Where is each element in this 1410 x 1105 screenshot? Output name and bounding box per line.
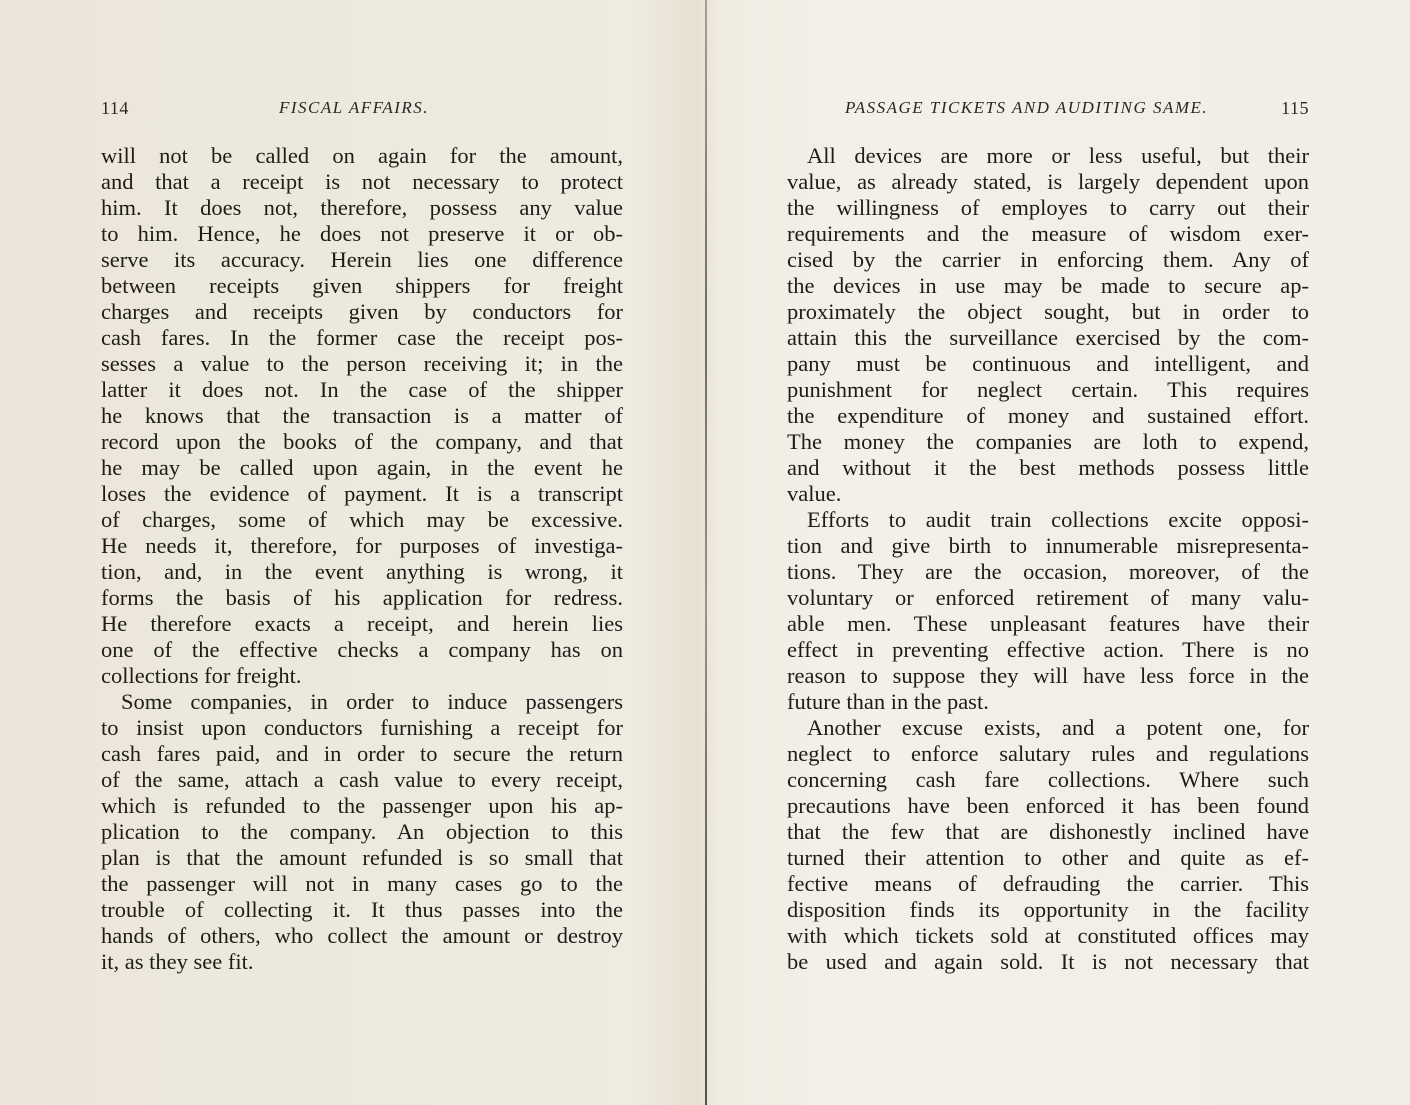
left-page-number: 114 [101,98,129,118]
text-line: cash fares. In the former case the receipt pos- [101,325,623,350]
text-line: to insist upon conductors furnishing a receipt for [101,715,623,740]
text-line: future than in the past. [787,689,989,714]
text-line: trouble of collecting it. It thus passes into the [101,897,623,922]
text-line: value. [787,481,842,506]
text-line: concerning cash fare collections. Where such [787,767,1309,792]
text-line: record upon the books of the company, and that [101,429,623,454]
text-line: the willingness of employes to carry out their [787,195,1309,220]
text-line: neglect to enforce salutary rules and regulations [787,741,1309,766]
text-line: Another excuse exists, and a potent one, for [807,715,1309,740]
text-line: tion and give birth to innumerable misrepresenta- [787,533,1309,558]
text-line: serve its accuracy. Herein lies one difference [101,247,623,272]
right-running-head: PASSAGE TICKETS AND AUDITING SAME. [845,98,1209,117]
text-line: turned their attention to other and quite as ef- [787,845,1309,870]
text-line: one of the effective checks a company has on [101,637,623,662]
text-line: loses the evidence of payment. It is a transcript [101,481,623,506]
text-line: punishment for neglect certain. This requires [787,377,1309,402]
text-line: latter it does not. In the case of the shipper [101,377,623,402]
text-line: value, as already stated, is largely dependent upon [787,169,1309,194]
text-line: be used and again sold. It is not necessary that [787,949,1309,974]
text-line: which is refunded to the passenger upon his ap- [101,793,623,818]
text-line: The money the companies are loth to expend, [787,429,1309,454]
text-line: He needs it, therefore, for purposes of investiga- [101,533,623,558]
text-line: cash fares paid, and in order to secure the return [101,741,623,766]
right-page [707,0,1410,1105]
right-page-body-text [787,143,1309,975]
text-line: between receipts given shippers for freight [101,273,623,298]
text-line: him. It does not, therefore, possess any value [101,195,623,220]
left-page-header [101,98,623,124]
text-line: fective means of defrauding the carrier. This [787,871,1309,896]
text-line: effect in preventing effective action. There is no [787,637,1309,662]
text-line: of charges, some of which may be excessive. [101,507,623,532]
text-line: precautions have been enforced it has been found [787,793,1309,818]
text-line: proximately the object sought, but in order to [787,299,1309,324]
right-page-number: 115 [1281,98,1309,118]
text-line: the devices in use may be made to secure ap- [787,273,1309,298]
text-line: the passenger will not in many cases go to the [101,871,623,896]
text-line: and without it the best methods possess little [787,455,1309,480]
text-line: plan is that the amount refunded is so small that [101,845,623,870]
text-line: attain this the surveillance exercised by the com- [787,325,1309,350]
text-line: collections for freight. [101,663,302,688]
text-line: plication to the company. An objection to this [101,819,623,844]
text-line: He therefore exacts a receipt, and herein lies [101,611,623,636]
text-line: and that a receipt is not necessary to protect [101,169,623,194]
text-line: of the same, attach a cash value to every receipt, [101,767,623,792]
text-line: cised by the carrier in enforcing them. Any of [787,247,1309,272]
text-line: that the few that are dishonestly inclined have [787,819,1309,844]
left-page-body-text [101,143,623,975]
text-line: hands of others, who collect the amount or destroy [101,923,623,948]
left-running-head: FISCAL AFFAIRS. [279,98,429,117]
text-line: Some companies, in order to induce passengers [121,689,623,714]
text-line: he knows that the transaction is a matter of [101,403,623,428]
text-line: able men. These unpleasant features have their [787,611,1309,636]
text-line: it, as they see fit. [101,949,254,974]
text-line: disposition finds its opportunity in the facility [787,897,1309,922]
text-line: voluntary or enforced retirement of many valu- [787,585,1309,610]
text-line: pany must be continuous and intelligent, and [787,351,1309,376]
text-line: forms the basis of his application for redress. [101,585,623,610]
text-line: Efforts to audit train collections excite opposi- [807,507,1309,532]
text-line: sesses a value to the person receiving it; in the [101,351,623,376]
right-page-header [787,98,1309,124]
text-line: tion, and, in the event anything is wrong, it [101,559,623,584]
text-line: he may be called upon again, in the event he [101,455,623,480]
text-line: charges and receipts given by conductors for [101,299,623,324]
text-line: reason to suppose they will have less force in the [787,663,1309,688]
text-line: the expenditure of money and sustained effort. [787,403,1309,428]
text-line: requirements and the measure of wisdom exer- [787,221,1309,246]
text-line: with which tickets sold at constituted offices may [787,923,1309,948]
text-line: to him. Hence, he does not preserve it or ob- [101,221,623,246]
text-line: will not be called on again for the amount, [101,143,623,168]
text-line: All devices are more or less useful, but their [807,143,1309,168]
text-line: tions. They are the occasion, moreover, of the [787,559,1309,584]
